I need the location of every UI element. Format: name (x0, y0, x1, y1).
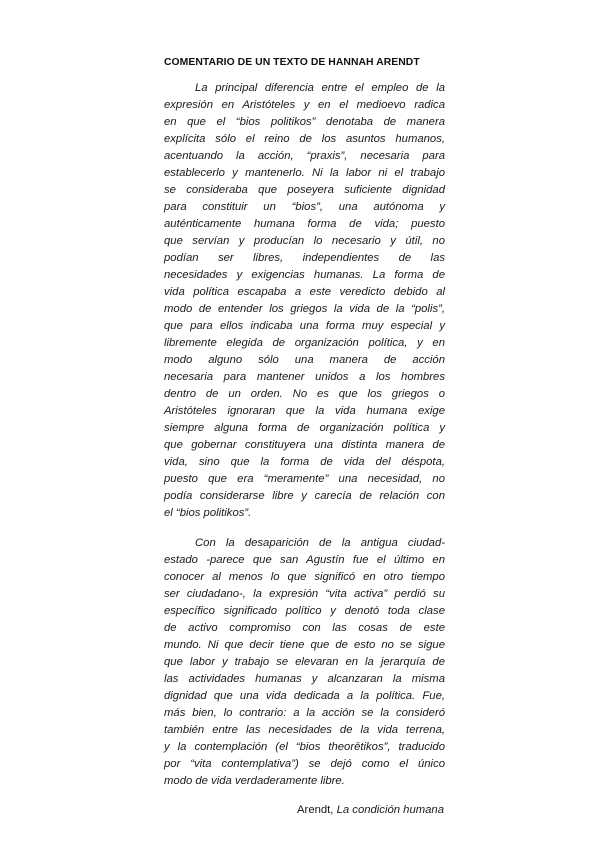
text-line: necesidades y exigencias humanas. La forma de (164, 269, 445, 281)
text-line: La principal diferencia entre el empleo de la (195, 82, 445, 94)
text-line: las actividades humanas y alcanzaran la misma (164, 673, 445, 685)
attribution-work: La condición humana (336, 804, 444, 816)
text-line: se consideraba que poseyera suficiente dignidad (164, 184, 445, 196)
text-line: expresión en Aristóteles y en el medioevo radica (164, 99, 445, 111)
text-line: que servían y producían lo necesario y útil, no (164, 235, 445, 247)
text-line: de activo compromiso con las cosas de este (164, 622, 445, 634)
text-line: auténticamente humana forma de vida; puesto (164, 218, 445, 230)
text-line: en que el “bios politikos” denotaba de manera (164, 116, 445, 128)
text-line: podía considerarse libre y carecía de relación con (164, 490, 445, 502)
text-line: que gobernar constituyera una distinta manera de (164, 439, 445, 451)
text-line: por “vita contemplativa”) se dejó como el único (164, 758, 445, 770)
text-line: y la contemplación (el “bios theorētikos”, traducido (164, 741, 445, 753)
text-line: más bien, lo contrario: a la acción se la consideró (164, 707, 445, 719)
text-line: necesaria para mantener unidos a los hombres (164, 371, 445, 383)
attribution (297, 804, 444, 816)
paragraph-2 (164, 535, 445, 790)
text-line: dentro de un orden. No es que los griegos o (164, 388, 445, 400)
text-line: puesto que era “meramente” una necesidad, no (164, 473, 445, 485)
text-line: también entre las necesidades de la vida terrena, (164, 724, 445, 736)
text-line: libremente elegida de organización política, y en (164, 337, 445, 349)
text-line: que para ellos indicaba una forma muy especial y (164, 320, 445, 332)
attribution-author: Arendt, (297, 804, 334, 816)
text-line: modo alguno sólo una manera de acción (164, 354, 445, 366)
text-line: modo de vida verdaderamente libre. (164, 775, 345, 787)
text-line: Con la desaparición de la antigua ciudad- (195, 537, 445, 549)
text-line: establecerlo y mantenerlo. Ni la labor ni el trabajo (164, 167, 445, 179)
text-line: explícita sólo el reino de los asuntos humanos, (164, 133, 445, 145)
text-line: estado -parece que san Agustín fue el último en (164, 554, 445, 566)
text-line: acentuando la acción, “praxis”, necesaria para (164, 150, 445, 162)
text-line: modo de entender los griegos la vida de la “polis”, (164, 303, 445, 315)
text-line: conocer al menos lo que significó en otro tiempo (164, 571, 445, 583)
text-line: el “bios politikos”. (164, 507, 252, 519)
text-line: podían ser libres, independientes de las (164, 252, 445, 264)
text-line: siempre alguna forma de organización política y (164, 422, 445, 434)
text-line: para constituir un “bios”, una autónoma y (164, 201, 445, 213)
text-line: ser ciudadano-, la expresión “vita activa” perdió su (164, 588, 445, 600)
text-line: dignidad que una vida dedicada a la política. Fue, (164, 690, 445, 702)
paragraph-1 (164, 80, 445, 522)
text-line: Aristóteles ignoraran que la vida humana exige (164, 405, 445, 417)
document-title: COMENTARIO DE UN TEXTO DE HANNAH ARENDT (164, 57, 420, 68)
text-line: vida, sino que la forma de vida del déspota, (164, 456, 445, 468)
text-line: específico significado político y denotó toda clase (164, 605, 445, 617)
text-line: mundo. Ni que decir tiene que de esto no se sigue (164, 639, 445, 651)
text-line: que labor y trabajo se elevaran en la jerarquía de (164, 656, 445, 668)
text-line: vida política escapaba a este veredicto debido al (164, 286, 445, 298)
